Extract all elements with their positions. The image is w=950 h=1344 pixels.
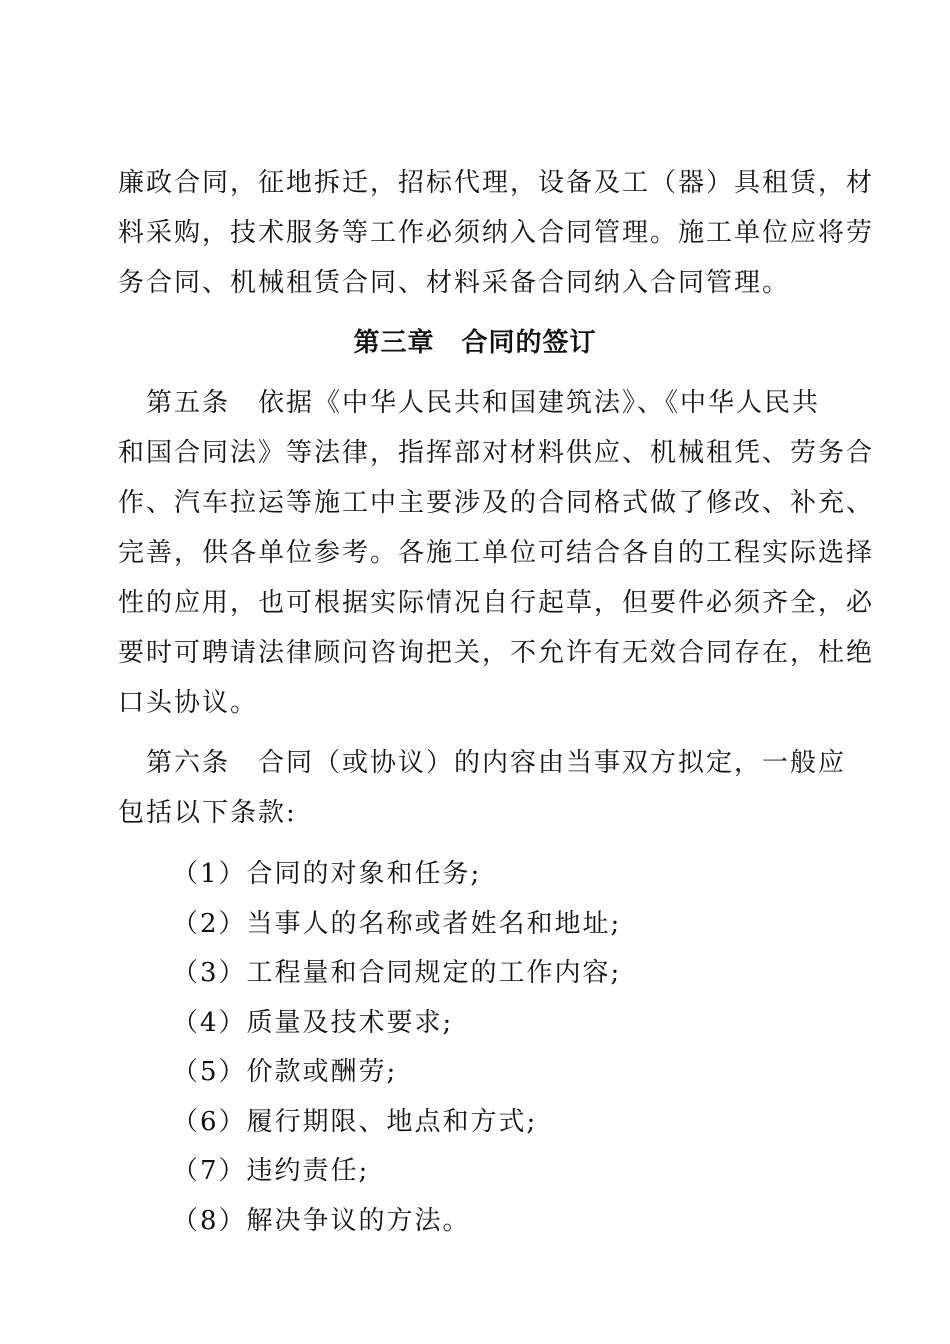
list-item: （7）违约责任; <box>172 1156 370 1186</box>
text-line: 和国合同法》等法律，指挥部对材料供应、机械租凭、劳务合 <box>118 438 875 468</box>
list-item: （6）履行期限、地点和方式; <box>172 1106 538 1137</box>
text-line: 性的应用，也可根据实际情况自行起草，但要件必须齐全，必 <box>118 588 875 618</box>
text-line: 作、汽车拉运等施工中主要涉及的合同格式做了修改、补充、 <box>118 488 875 518</box>
list-item: （4）质量及技术要求; <box>172 1007 454 1038</box>
text-line: 口头协议。 <box>118 688 259 718</box>
list-item: （1）合同的对象和任务; <box>172 859 482 889</box>
text-line: 廉政合同，征地拆迁，招标代理，设备及工（器）具租赁，材 <box>118 168 875 198</box>
text-line: 完善，供各单位参考。各施工单位可结合各自的工程实际选择 <box>118 538 875 568</box>
paragraph-article-6 <box>118 738 847 838</box>
paragraph-contract-scope <box>118 158 875 308</box>
paragraph-article-5 <box>118 378 875 728</box>
text-line: 第六条 合同（或协议）的内容由当事双方拟定，一般应 <box>118 748 847 778</box>
chapter-heading: 第三章 合同的签订 <box>353 328 597 358</box>
text-line: 务合同、机械租赁合同、材料采备合同纳入合同管理。 <box>118 268 791 298</box>
text-line: 要时可聘请法律顾问咨询把关，不允许有无效合同存在，杜绝 <box>118 638 875 668</box>
text-line: 包括以下条款: <box>118 798 297 828</box>
contract-clause-list <box>172 850 621 1246</box>
list-item: （2）当事人的名称或者姓名和地址; <box>172 908 622 939</box>
list-item: （8）解决争议的方法。 <box>172 1205 471 1236</box>
text-line: 料采购，技术服务等工作必须纳入合同管理。施工单位应将劳 <box>118 218 875 248</box>
text-line: 第五条 依据《中华人民共和国建筑法》、《中华人民共 <box>118 388 821 418</box>
list-item: （5）价款或酬劳; <box>172 1057 398 1087</box>
list-item: （3）工程量和合同规定的工作内容; <box>172 958 622 988</box>
